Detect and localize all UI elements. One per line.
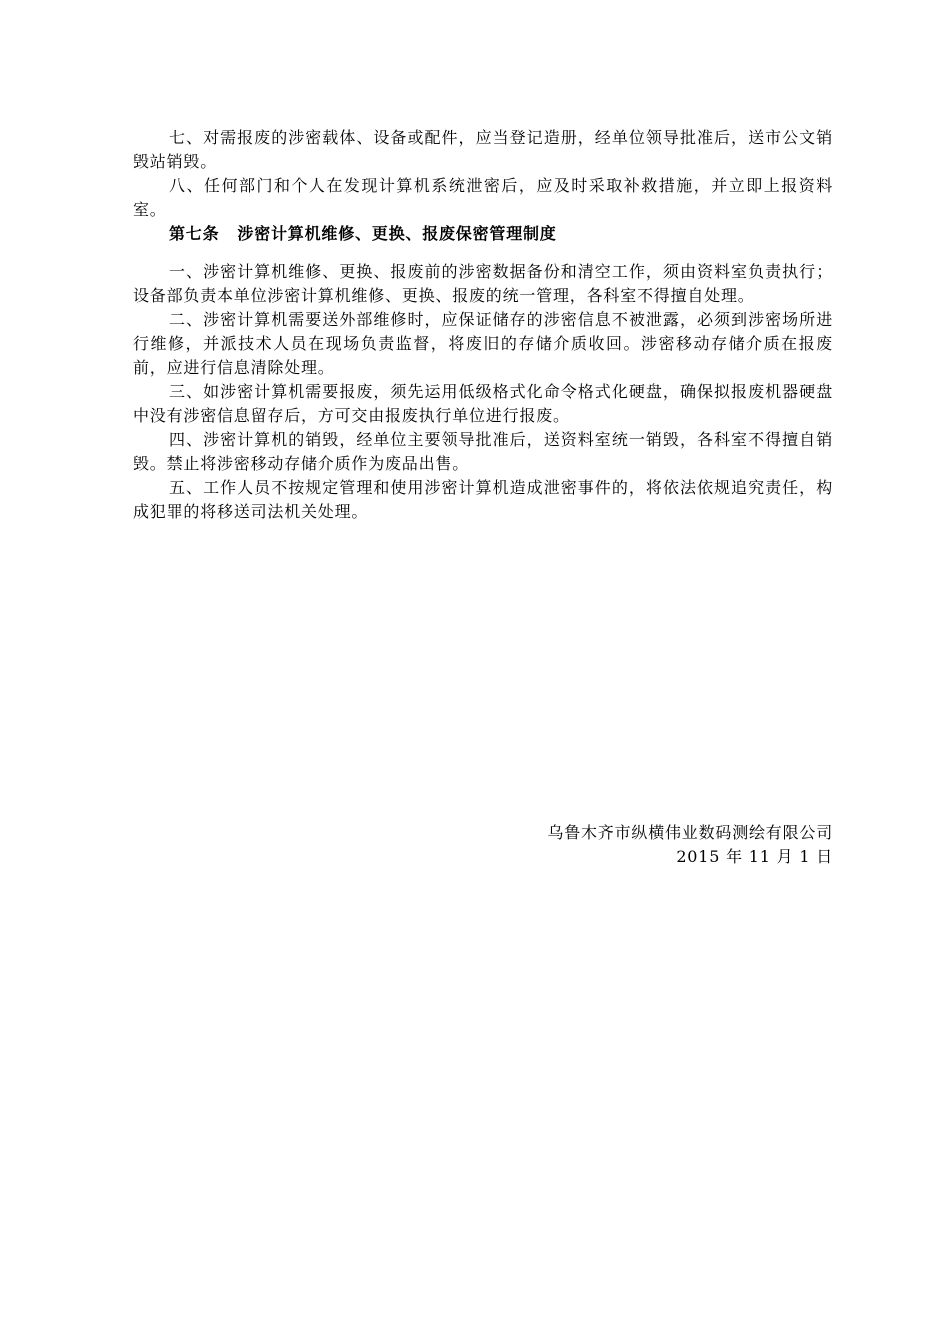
paragraph-1: 一、涉密计算机维修、更换、报废前的涉密数据备份和清空工作，须由资料室负责执行；设备部负责本单位涉密计算机维修、更换、报废的统一管理，各科室不得擅自处理。 [133,262,833,305]
paragraph-8: 八、任何部门和个人在发现计算机系统泄密后，应及时采取补救措施，并立即上报资料室。 [133,176,833,219]
company-name: 乌鲁木齐市纵横伟业数码测绘有限公司 [547,823,833,842]
article-title: 涉密计算机维修、更换、报废保密管理制度 [237,224,557,243]
paragraph-4: 四、涉密计算机的销毁，经单位主要领导批准后，送资料室统一销毁，各科室不得擅自销毁。禁止将涉密移动存储介质作为废品出售。 [133,430,833,473]
article-heading [133,222,833,246]
signature-date: 2015 年 11 月 1 日 [676,847,833,866]
article-number: 第七条 [169,224,220,243]
paragraph-7: 七、对需报废的涉密载体、设备或配件，应当登记造册，经单位领导批准后，送市公文销毁站销毁。 [133,128,833,171]
paragraph-5: 五、工作人员不按规定管理和使用涉密计算机造成泄密事件的，将依法依规追究责任，构成犯罪的将移送司法机关处理。 [133,478,833,521]
document-body [133,126,833,524]
paragraph-3: 三、如涉密计算机需要报废，须先运用低级格式化命令格式化硬盘，确保拟报废机器硬盘中没有涉密信息留存后，方可交由报废执行单位进行报废。 [133,382,833,425]
paragraph-2: 二、涉密计算机需要送外部维修时，应保证储存的涉密信息不被泄露，必须到涉密场所进行维修，并派技术人员在现场负责监督，将废旧的存储介质收回。涉密移动存储介质在报废前，应进行信息清除处理。 [133,310,833,377]
signature-block [547,821,833,869]
